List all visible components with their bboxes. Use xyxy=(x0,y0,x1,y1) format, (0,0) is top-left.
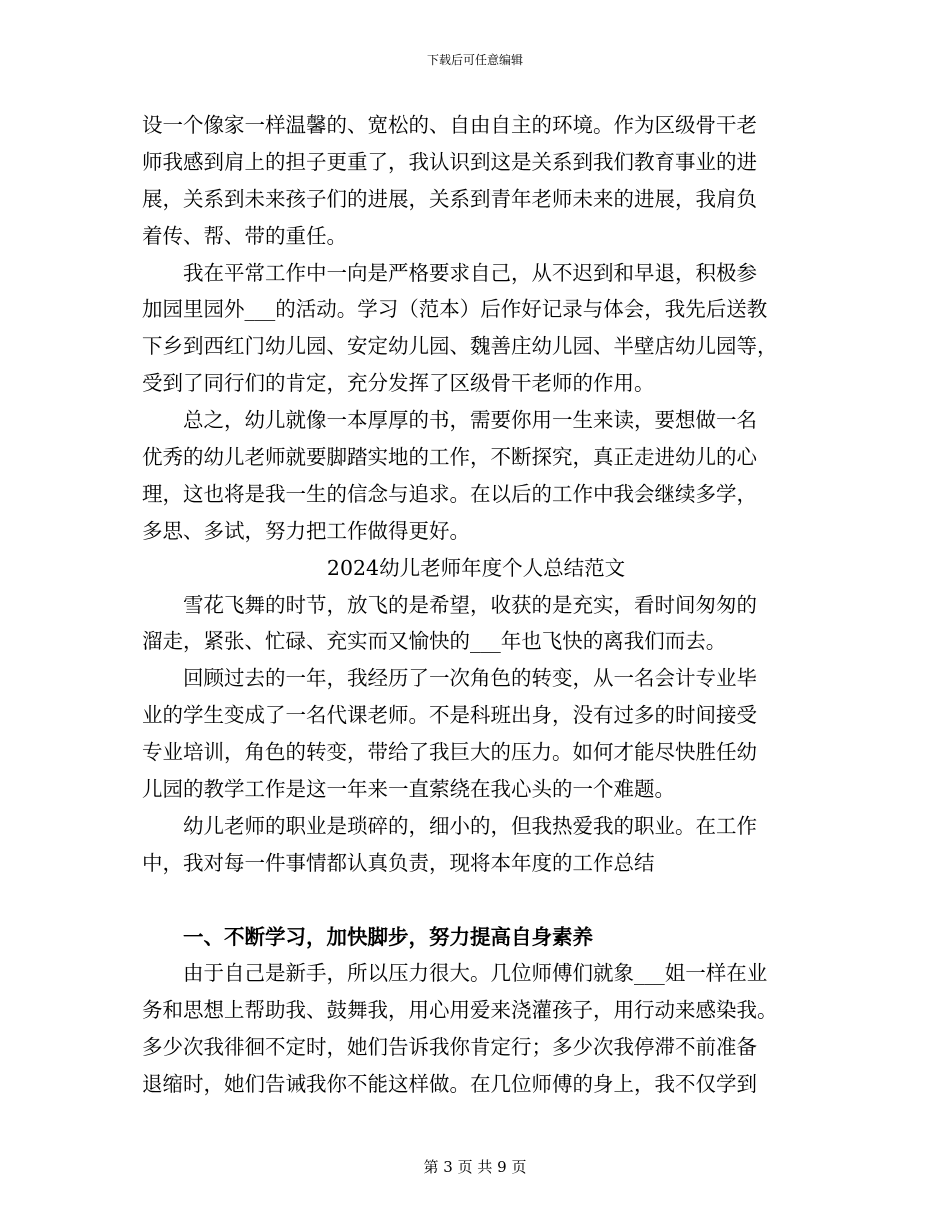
text-line: 雪花飞舞的时节，放飞的是希望，收获的是充实，看时间匆匆的 xyxy=(183,592,757,617)
section-title: 2024幼儿老师年度个人总结范文 xyxy=(326,555,626,580)
text-line: 受到了同行们的肯定，充分发挥了区级骨干老师的作用。 xyxy=(142,371,655,396)
text-line: 回顾过去的一年，我经历了一次角色的转变，从一名会计专业毕 xyxy=(183,666,757,691)
text-line: 由于自己是新手，所以压力很大。几位师傅们就象___姐一样在业 xyxy=(183,961,768,986)
text-line: 理，这也将是我一生的信念与追求。在以后的工作中我会继续多学， xyxy=(142,481,757,506)
text-line: 总之，幼儿就像一本厚厚的书，需要你用一生来读，要想做一名 xyxy=(183,408,757,433)
text-line: 溜走，紧张、忙碌、充实而又愉快的___年也飞快的离我们而去。 xyxy=(142,629,727,654)
text-line: 优秀的幼儿老师就要脚踏实地的工作，不断探究，真正走进幼儿的心 xyxy=(142,445,757,470)
text-line: 设一个像家一样温馨的、宽松的、自由自主的环境。作为区级骨干老 xyxy=(142,113,757,137)
text-line: 下乡到西红门幼儿园、安定幼儿园、魏善庄幼儿园、半壁店幼儿园等， xyxy=(142,334,778,359)
text-line: 儿园的教学工作是这一年来一直萦绕在我心头的一个难题。 xyxy=(142,777,675,802)
page-header: 下载后可任意编辑 xyxy=(426,53,523,67)
blank-line xyxy=(142,882,810,919)
text-line: 多思、多试，努力把工作做得更好。 xyxy=(142,518,470,543)
text-line: 退缩时，她们告诫我你不能这样做。在几位师傅的身上，我不仅学到 xyxy=(142,1072,757,1097)
text-line: 着传、帮、带的重任。 xyxy=(142,223,347,248)
text-line: 我在平常工作中一向是严格要求自己，从不迟到和早退，积极参 xyxy=(183,260,757,285)
document-body xyxy=(142,107,810,1103)
text-line: 业的学生变成了一名代课老师。不是科班出身，没有过多的时间接受 xyxy=(142,703,757,728)
text-line: 幼儿老师的职业是琐碎的，细小的，但我热爱我的职业。在工作 xyxy=(183,813,757,838)
page-footer: 第 3 页 共 9 页 xyxy=(423,1158,527,1176)
text-line: 中，我对每一件事情都认真负责，现将本年度的工作总结 xyxy=(142,850,655,875)
text-line: 务和思想上帮助我、鼓舞我，用心用爱来浇灌孩子，用行动来感染我。 xyxy=(142,998,778,1023)
text-line: 专业培训，角色的转变，带给了我巨大的压力。如何才能尽快胜任幼 xyxy=(142,740,757,765)
text-line: 加园里园外___的活动。学习（范本）后作好记录与体会，我先后送教 xyxy=(142,297,768,322)
section-heading: 一、不断学习，加快脚步，努力提高自身素养 xyxy=(183,924,593,949)
text-line: 多少次我徘徊不定时，她们告诉我你肯定行；多少次我停滞不前准备 xyxy=(142,1035,757,1060)
text-line: 师我感到肩上的担子更重了，我认识到这是关系到我们教育事业的进 xyxy=(142,149,757,174)
text-line: 展，关系到未来孩子们的进展，关系到青年老师未来的进展，我肩负 xyxy=(142,186,757,211)
